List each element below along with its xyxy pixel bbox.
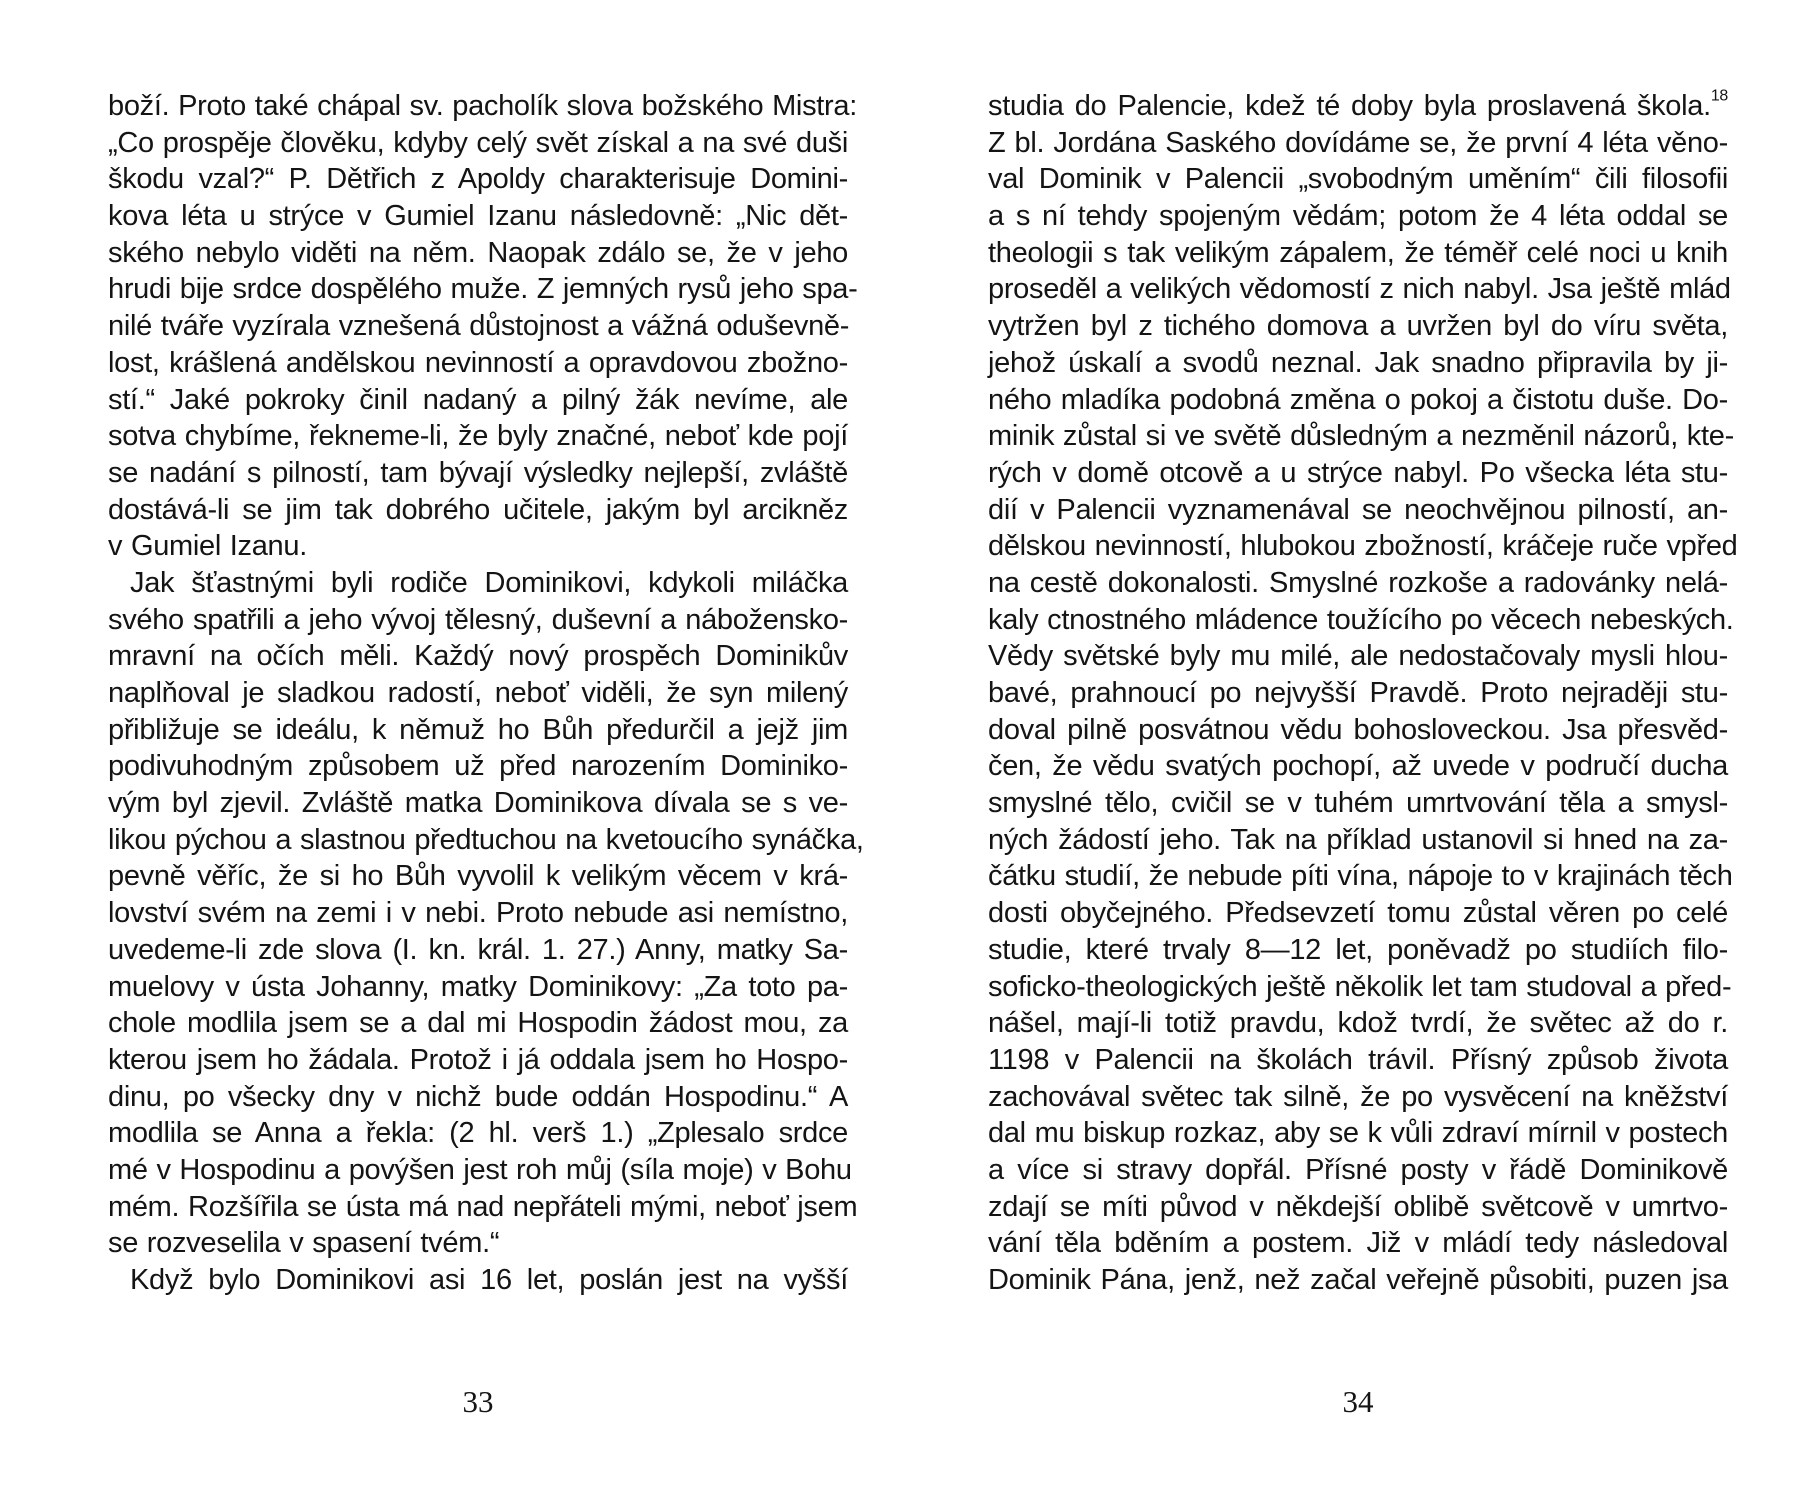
- text-line: v Gumiel Izanu.: [108, 530, 307, 563]
- text-line: sotva chybíme, řekneme-li, že byly značné, neboť kde pojí: [108, 420, 848, 453]
- text-line: lost, krášlená andělskou nevinností a opravdovou zbožno-: [108, 346, 848, 379]
- text-line: se rozveselila v spasení tvém.“: [108, 1227, 500, 1260]
- text-line: soficko-theologických ještě několik let tam studoval a před-: [988, 970, 1732, 1003]
- text-line: Dominik Pána, jenž, než začal veřejně působiti, puzen jsa: [988, 1264, 1728, 1296]
- page-number-left: 33: [462, 1384, 494, 1419]
- text-line-with-footnote: [988, 88, 1728, 125]
- text-line: vytržen byl z tichého domova a uvržen byl do víru světa,: [988, 310, 1728, 343]
- text-line: Z bl. Jordána Saského dovídáme se, že první 4 léta věno-: [988, 126, 1728, 159]
- text-line: chole modlila jsem se a dal mi Hospodin žádost mou, za: [108, 1007, 848, 1040]
- text-line: hrudi bije srdce dospělého muže. Z jemných rysů jeho spa-: [108, 273, 858, 306]
- text-line: mravní na očích měli. Každý nový prospěch Dominikův: [108, 640, 848, 673]
- text-line: vým byl zjevil. Zvláště matka Dominikova dívala se s ve-: [108, 787, 848, 820]
- text-line: ského nebylo viděti na něm. Naopak zdálo se, že v jeho: [108, 236, 848, 269]
- text-line: čátku studií, že nebude píti vína, nápoje to v krajinách těch: [988, 860, 1733, 893]
- text-line: kterou jsem ho žádala. Protož i já oddala jsem ho Hospo-: [108, 1043, 848, 1076]
- text-line: dinu, po všecky dny v nichž bude oddán Hospodinu.“ A: [108, 1080, 848, 1113]
- text-line: ných žádostí jeho. Tak na příklad ustanovil si hned na za-: [988, 823, 1728, 856]
- text-line: rých v domě otcově a u strýce nabyl. Po všecka léta stu-: [988, 456, 1728, 489]
- text-line: mé v Hospodinu a povýšen jest roh můj (síla moje) v Bohu: [108, 1153, 852, 1186]
- text-line: svého spatřili a jeho vývoj tělesný, duševní a nábožensko-: [108, 603, 848, 636]
- text-line: likou pýchou a slastnou předtuchou na kvetoucího synáčka,: [108, 823, 864, 856]
- text-line: stí.“ Jaké pokroky činil nadaný a pilný žák nevíme, ale: [108, 383, 848, 416]
- text-line: dií v Palencii vyznamenával se neochvějnou pilností, an-: [988, 493, 1728, 526]
- text-line: lovství svém na zemi i v nebi. Proto nebude asi nemístno,: [108, 897, 848, 930]
- text-line: theologii s tak velikým zápalem, že téměř celé noci u knih: [988, 236, 1728, 269]
- text-line: Vědy světské byly mu milé, ale nedostačovaly mysli hlou-: [988, 640, 1728, 673]
- paragraph-start-line: Jak šťastnými byli rodiče Dominikovi, kdykoli miláčka: [130, 566, 848, 599]
- text-line: 1198 v Palencii na školách trávil. Přísný způsob života: [988, 1043, 1728, 1076]
- text-line: „Co prospěje člověku, kdyby celý svět získal a na své duši: [108, 126, 848, 159]
- text-line: a s ní tehdy spojeným vědám; potom že 4 léta oddal se: [988, 200, 1728, 233]
- text-line: naplňoval je sladkou radostí, neboť viděli, že syn milený: [108, 677, 848, 709]
- right-page-text: [988, 87, 1738, 1299]
- text-line: zdají se míti původ v někdejší oblibě světcově v umrtvo-: [988, 1190, 1728, 1223]
- text-line: dostává-li se jim tak dobrého učitele, jakým byl arcikněz: [108, 493, 848, 526]
- text-line: nilé tváře vyzírala vznešená důstojnost a vážná oduševně-: [108, 310, 850, 343]
- text-line: kaly ctnostného mládence toužícího po věcech nebeských.: [988, 603, 1734, 636]
- text-line: na cestě dokonalosti. Smyslné rozkoše a radovánky nelá-: [988, 566, 1728, 599]
- text-line: studia do Palencie, kdež té doby byla proslavená škola.: [988, 90, 1711, 122]
- text-line: doval pilně posvátnou vědu bohosloveckou. Jsa přesvěd-: [988, 713, 1728, 746]
- text-line: studie, které trvaly 8—12 let, poněvadž po studiích filo-: [988, 933, 1728, 966]
- left-page-text: [108, 88, 864, 1299]
- text-line: škodu vzal?“ P. Dětřich z Apoldy charakterisuje Domini-: [108, 163, 848, 196]
- footnote-reference: 18: [1710, 87, 1728, 105]
- text-line: mém. Rozšířila se ústa má nad nepřáteli mými, neboť jsem: [108, 1190, 858, 1223]
- text-line: muelovy v ústa Johanny, matky Dominikovy: „Za toto pa-: [108, 970, 848, 1003]
- text-line: ného mladíka podobná změna o pokoj a čistotu duše. Do-: [988, 383, 1728, 416]
- text-line: val Dominik v Palencii „svobodným uměním“ čili filosofii: [988, 163, 1728, 196]
- text-line: boží. Proto také chápal sv. pacholík slova božského Mistra:: [108, 90, 857, 122]
- text-line: uvedeme-li zde slova (I. kn. král. 1. 27.) Anny, matky Sa-: [108, 933, 848, 966]
- paragraph-start-line: Když bylo Dominikovi asi 16 let, poslán jest na vyšší: [130, 1264, 848, 1296]
- text-line: zachovával světec tak silně, že po vysvěcení na kněžství: [988, 1080, 1728, 1113]
- text-line: vání těla bděním a postem. Již v mládí tedy následoval: [988, 1227, 1728, 1260]
- text-line: přibližuje se ideálu, k němuž ho Bůh předurčil a jejž jim: [108, 713, 848, 746]
- text-line: čen, že vědu svatých pochopí, až uvede v područí ducha: [988, 750, 1728, 783]
- text-line: dělskou nevinností, hlubokou zbožností, kráčeje ruče vpřed: [988, 530, 1738, 563]
- text-line: modlila se Anna a řekla: (2 hl. verš 1.) „Zplesalo srdce: [108, 1117, 848, 1150]
- text-line: nášel, mají-li totiž pravdu, kdož tvrdí, že světec až do r.: [988, 1007, 1728, 1040]
- text-line: proseděl a velikých vědomostí z nich nabyl. Jsa ještě mlád: [988, 273, 1731, 306]
- text-line: podivuhodným způsobem už před narozením Dominiko-: [108, 750, 848, 783]
- text-line: jehož úskalí a svodů neznal. Jak snadno připravila by ji-: [988, 346, 1728, 379]
- text-line: pevně věříc, že si ho Bůh vyvolil k velikým věcem v krá-: [108, 860, 848, 893]
- text-line: bavé, prahnoucí po nejvyšší Pravdě. Proto nejraději stu-: [988, 677, 1728, 709]
- text-line: minik zůstal si ve světě důsledným a nezměnil názorů, kte-: [988, 420, 1734, 453]
- text-line: se nadání s pilností, tam bývají výsledky nejlepší, zvláště: [108, 456, 848, 489]
- text-line: dosti obyčejného. Předsevzetí tomu zůstal věren po celé: [988, 897, 1728, 930]
- text-line: dal mu biskup rozkaz, aby se k vůli zdraví mírnil v postech: [988, 1117, 1728, 1150]
- text-line: a více si stravy dopřál. Přísné posty v řádě Dominikově: [988, 1153, 1728, 1186]
- text-line: smyslné tělo, cvičil se v tuhém umrtvování těla a smysl-: [988, 787, 1728, 820]
- text-line: kova léta u strýce v Gumiel Izanu následovně: „Nic dět-: [108, 200, 848, 233]
- page-number-right: 34: [1342, 1384, 1374, 1419]
